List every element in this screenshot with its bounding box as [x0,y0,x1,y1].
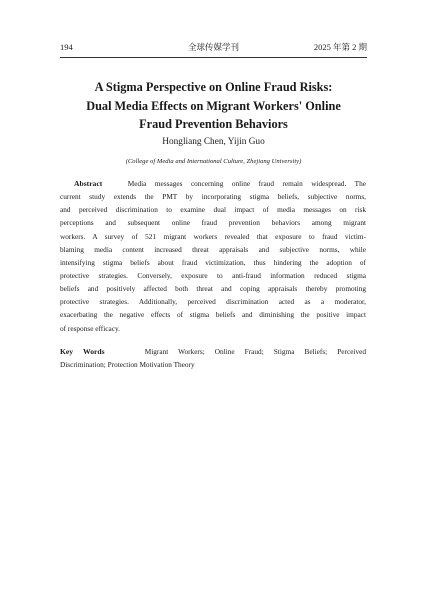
abstract-line: perceptions and subsequent online fraud prevention behaviors among migrant [60,218,366,228]
keywords-line-text: Migrant Workers; Online Fraud; Stigma Beliefs; Perceived [144,347,366,356]
abstract-line: exacerbating the negative effects of stigma beliefs and diminishing the positive impact [60,310,366,320]
journal-name: 全球传媒学刊 [187,42,239,52]
title-line-3: Fraud Prevention Behaviors [139,117,288,131]
title-line-1: A Stigma Perspective on Online Fraud Risks: [94,80,333,94]
title-line-2: Dual Media Effects on Migrant Workers' Online [86,98,341,113]
abstract [60,177,366,335]
abstract-label: Abstract [74,179,103,188]
abstract-line: protective strategies. Additionally, perceived discrimination acted as a moderator, [60,297,366,307]
abstract-line: and perceived discrimination to examine dual impact of media messages on risk [60,205,366,215]
abstract-line: intensifying stigma beliefs about fraud victimization, thus hindering the adoption of [60,257,366,267]
authors: Hongliang Chen, Yijin Guo [162,137,265,147]
abstract-line [60,177,366,190]
abstract-line: blaming media content increased threat appraisals and subjective norms, while [60,244,366,254]
abstract-line: workers. A survey of 521 migrant workers revealed that exposure to fraud victim- [60,231,366,241]
keywords [60,345,366,371]
paper-title [40,78,387,134]
page-number: 194 [60,42,73,52]
abstract-line: protective strategies. Conversely, exposure to anti-fraud information reduced stigma [60,270,366,280]
abstract-line: current study extends the PMT by incorporating stigma beliefs, subjective norms, [60,192,366,202]
issue-label: 2025 年第 2 期 [313,42,367,52]
running-header [60,40,367,54]
header-rule [60,57,367,58]
abstract-line: of response efficacy. [60,323,120,333]
keywords-line: Discrimination; Protection Motivation Theory [60,360,195,370]
keywords-line [60,345,366,358]
abstract-line-text: Media messages concerning online fraud remain widespread. The [127,179,366,188]
abstract-line: beliefs and positively affected both threat and coping appraisals thereby promoting [60,284,366,294]
keywords-label: Key Words [60,347,105,356]
affiliation: (College of Media and International Culture, Zhejiang University) [125,158,302,165]
